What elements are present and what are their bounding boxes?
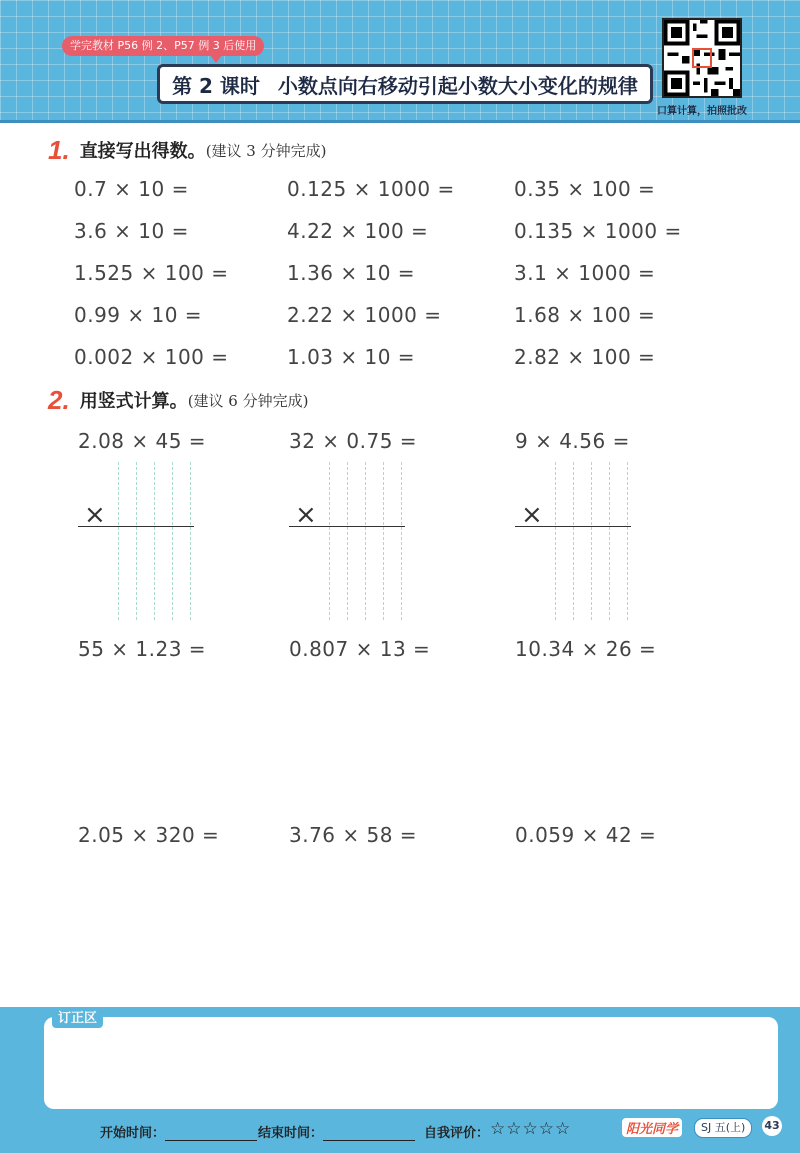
oral-problem: 2.82 × 100 =: [514, 345, 656, 369]
oral-problem: 2.22 × 1000 =: [287, 303, 442, 327]
end-time-label: 结束时间：: [258, 1126, 324, 1141]
rating-stars-icon[interactable]: ☆☆☆☆☆: [490, 1119, 572, 1139]
section-1-instruction: 直接写出得数。: [79, 141, 206, 162]
vertical-problem: 9 × 4.56 =: [515, 429, 630, 453]
oral-problem: 0.135 × 1000 =: [514, 219, 682, 243]
oral-problem: 1.03 × 10 =: [287, 345, 416, 369]
section-1-hint: (建议 3 分钟完成): [205, 141, 327, 160]
vertical-problem: 55 × 1.23 =: [78, 637, 207, 661]
vertical-problem: 3.76 × 58 =: [289, 823, 418, 847]
oral-problem: 4.22 × 100 =: [287, 219, 429, 243]
brand-logo: 阳光同学: [622, 1118, 682, 1137]
answer-line: [78, 526, 194, 527]
section-2-number: 2.: [48, 384, 70, 415]
vertical-calc-grid[interactable]: [78, 462, 198, 620]
start-time-field[interactable]: [100, 1122, 257, 1141]
vertical-problem: 2.08 × 45 =: [78, 429, 207, 453]
times-sign: ×: [84, 500, 106, 530]
vertical-problem: 0.807 × 13 =: [289, 637, 431, 661]
vertical-problem: 0.059 × 42 =: [515, 823, 657, 847]
oral-problem: 3.6 × 10 =: [74, 219, 189, 243]
times-sign: ×: [521, 500, 543, 530]
lesson-title: [157, 64, 653, 104]
section-2-heading: [48, 386, 308, 414]
oral-problem: 1.525 × 100 =: [74, 261, 229, 285]
qr-code-icon[interactable]: [662, 18, 742, 98]
page-number: 43: [762, 1116, 782, 1136]
vertical-problem: 2.05 × 320 =: [78, 823, 220, 847]
self-eval-label: 自我评价：: [424, 1126, 490, 1141]
oral-problem: 1.36 × 10 =: [287, 261, 416, 285]
section-2-instruction: 用竖式计算。: [79, 391, 188, 412]
lesson-topic: 小数点向右移动引起小数大小变化的规律: [277, 73, 638, 98]
oral-problem: 1.68 × 100 =: [514, 303, 656, 327]
oral-problem: 0.7 × 10 =: [74, 177, 189, 201]
grade-badge: SJ 五(上): [694, 1118, 752, 1138]
section-2-hint: (建议 6 分钟完成): [187, 391, 309, 410]
section-1-number: 1.: [48, 134, 70, 165]
usage-tag: 学完教材 P56 例 2、P57 例 3 后使用: [62, 36, 264, 56]
lesson-number: 第 2 课时: [172, 73, 260, 98]
qr-caption: 口算计算，拍照批改: [657, 106, 747, 117]
oral-problem: 0.99 × 10 =: [74, 303, 203, 327]
times-sign: ×: [295, 500, 317, 530]
oral-problem: 0.002 × 100 =: [74, 345, 229, 369]
vertical-calc-grid[interactable]: [289, 462, 409, 620]
correction-area[interactable]: [44, 1017, 778, 1109]
answer-line: [515, 526, 631, 527]
vertical-problem: 32 × 0.75 =: [289, 429, 418, 453]
start-time-label: 开始时间：: [100, 1126, 166, 1141]
oral-problem: 0.125 × 1000 =: [287, 177, 455, 201]
end-time-field[interactable]: [258, 1122, 415, 1141]
oral-problem: 3.1 × 1000 =: [514, 261, 656, 285]
oral-problem: 0.35 × 100 =: [514, 177, 656, 201]
vertical-problem: 10.34 × 26 =: [515, 637, 657, 661]
section-1-heading: [48, 136, 326, 164]
answer-line: [289, 526, 405, 527]
correction-label: 订正区: [52, 1010, 103, 1028]
vertical-calc-grid[interactable]: [515, 462, 635, 620]
